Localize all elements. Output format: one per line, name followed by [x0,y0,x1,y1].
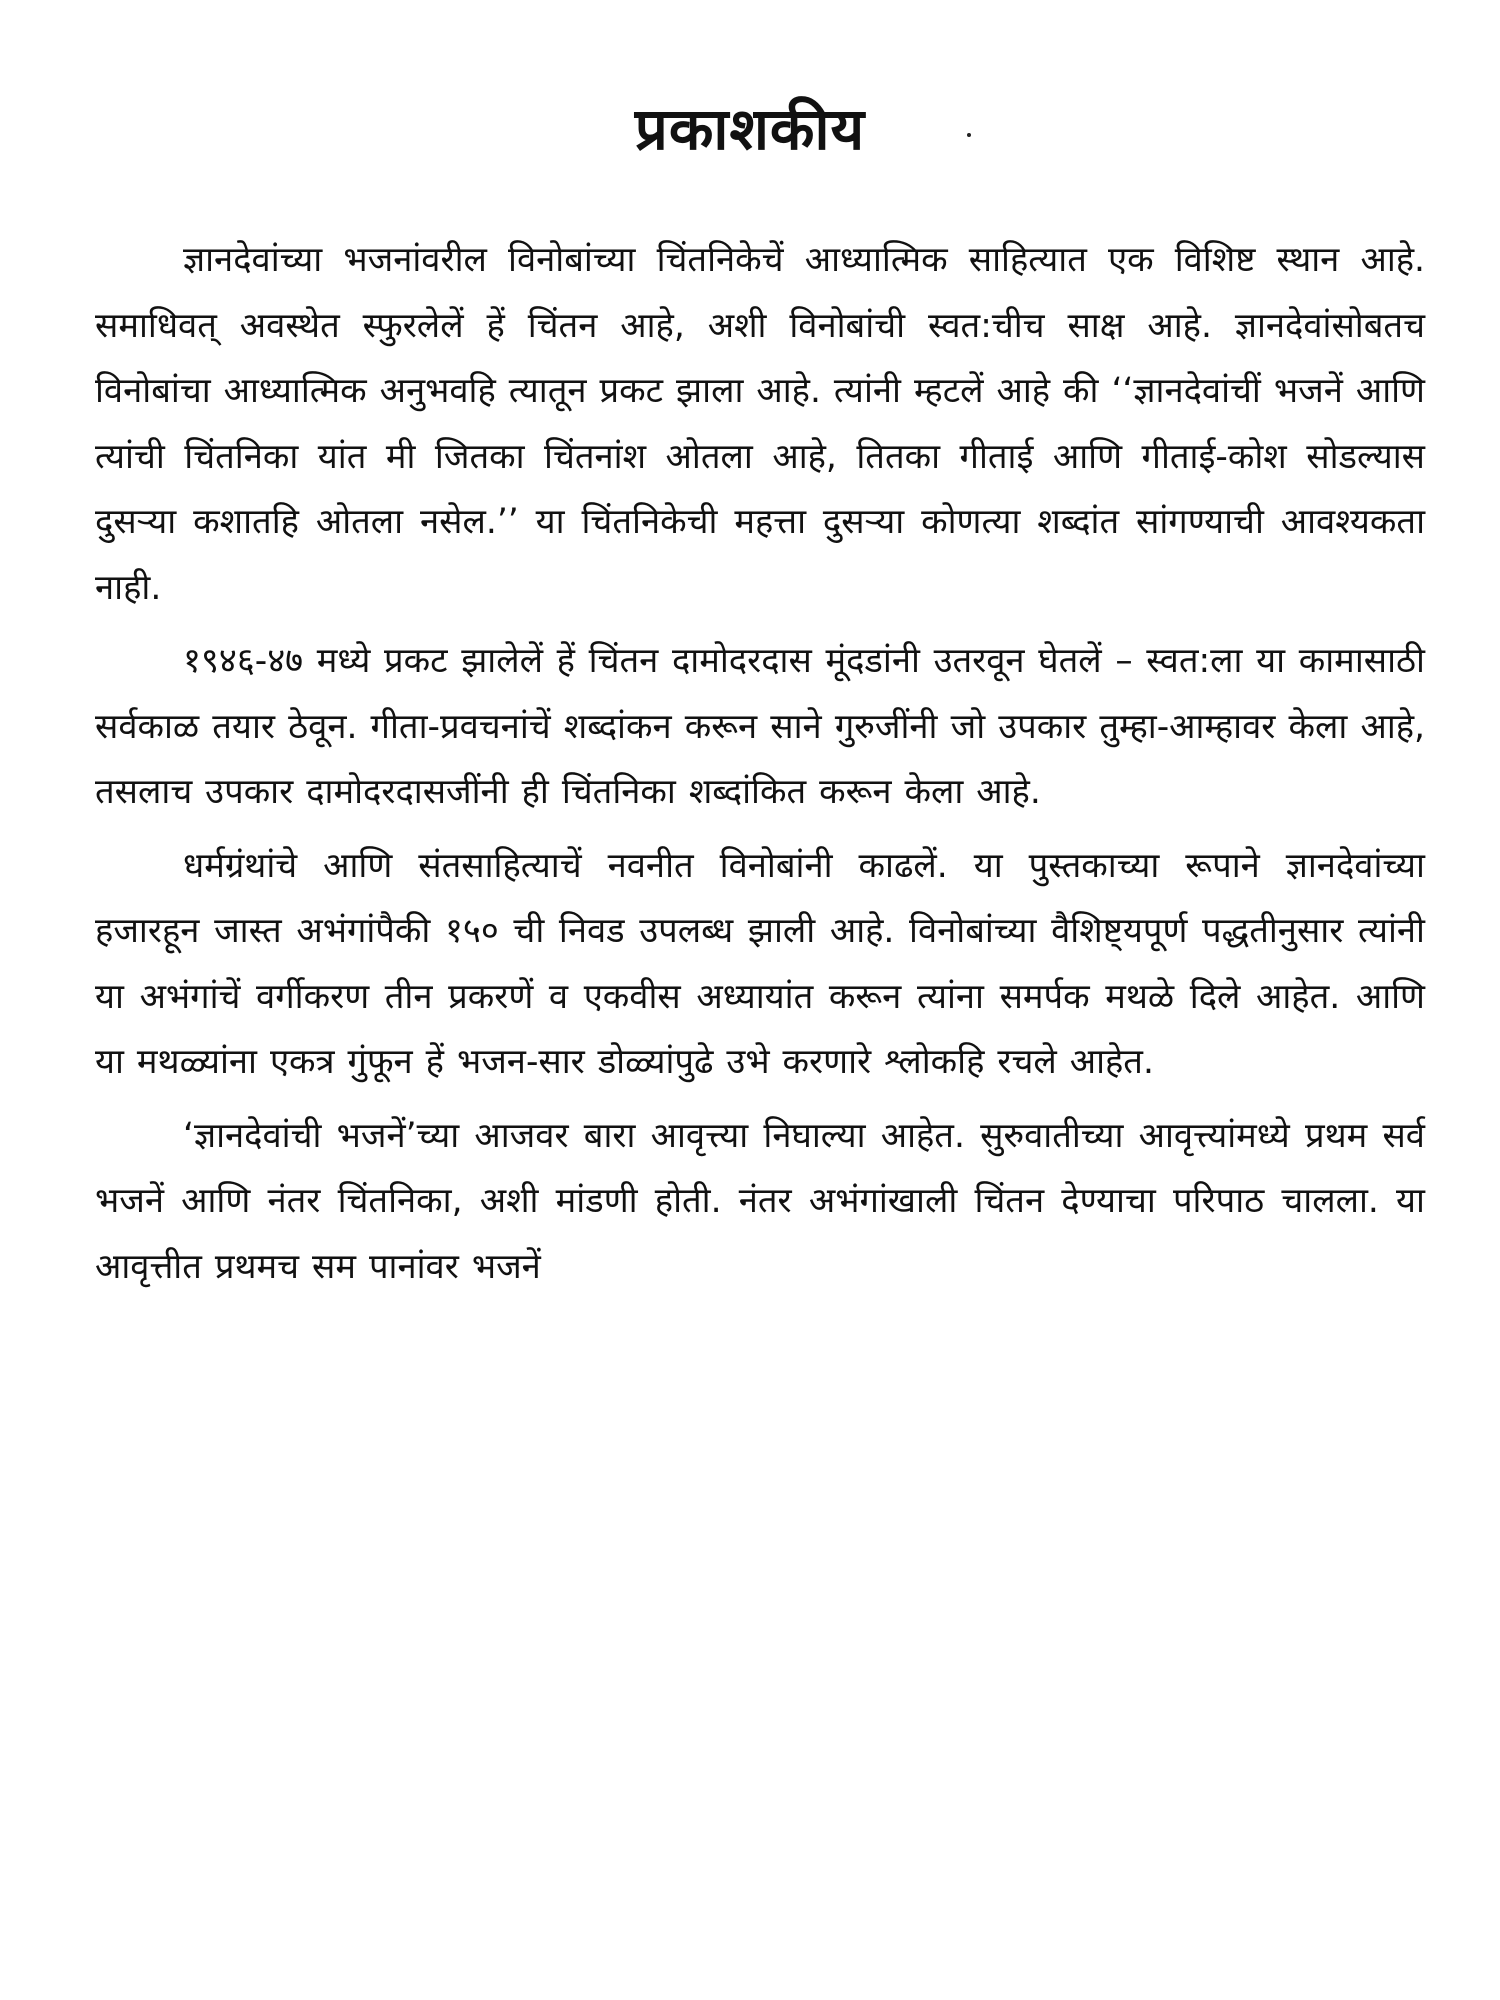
print-speck [967,133,971,137]
paragraph-2: १९४६-४७ मध्ये प्रकट झालेलें हें चिंतन दामोदरदास मूंदडांनी उतरवून घेतलें – स्वत:ला या कामासाठी सर्वकाळ तयार ठेवून. गीता-प्रवचनांचें शब्दांकन करून साने गुरुजींनी जो उपकार तुम्हा-आम्हावर केला आहे, तसलाच उपकार दामोदरदासजींनी ही चिंतनिका शब्दांकित करून केला आहे. [95,641,1425,812]
document-body [95,228,1425,1308]
paragraph-3: धर्मग्रंथांचे आणि संतसाहित्याचें नवनीत विनोबांनी काढलें. या पुस्तकाच्या रूपाने ज्ञानदेवांच्या हजारहून जास्त अभंगांपैकी १५० ची निवड उपलब्ध झाली आहे. विनोबांच्या वैशिष्ट्यपूर्ण पद्धतीनुसार त्यांनी या अभंगांचें वर्गीकरण तीन प्रकरणें व एकवीस अध्यायांत करून त्यांना समर्पक मथळे दिले आहेत. आणि या मथळ्यांना एकत्र गुंफून हें भजन-सार डोळ्यांपुढे उभे करणारे श्लोकहि रचले आहेत. [95,845,1425,1082]
paragraph-1: ज्ञानदेवांच्या भजनांवरील विनोबांच्या चिंतनिकेचें आध्यात्मिक साहित्यात एक विशिष्ट स्थान आहे. समाधिवत् अवस्थेत स्फुरलेलें हें चिंतन आहे, अशी विनोबांची स्वत:चीच साक्ष आहे. ज्ञानदेवांसोबतच विनोबांचा आध्यात्मिक अनुभवहि त्यातून प्रकट झाला आहे. त्यांनी म्हटलें आहे की ‘‘ज्ञानदेवांचीं भजनें आणि त्यांची चिंतनिका यांत मी जितका चिंतनांश ओतला आहे, तितका गीताई आणि गीताई-कोश सोडल्यास दुसऱ्या कशातहि ओतला नसेल.’’ या चिंतनिकेची महत्ता दुसऱ्या कोणत्या शब्दांत सांगण्याची आवश्यकता नाही. [95,240,1425,608]
paragraph-4: ‘ज्ञानदेवांची भजनें’च्या आजवर बारा आवृत्त्या निघाल्या आहेत. सुरुवातीच्या आवृत्त्यांमध्ये प्रथम सर्व भजनें आणि नंतर चिंतनिका, अशी मांडणी होती. नंतर अभंगांखाली चिंतन देण्याचा परिपाठ चालला. या आवृत्तीत प्रथमच सम पानांवर भजनें [95,1115,1425,1287]
page-title: प्रकाशकीय [634,95,866,163]
